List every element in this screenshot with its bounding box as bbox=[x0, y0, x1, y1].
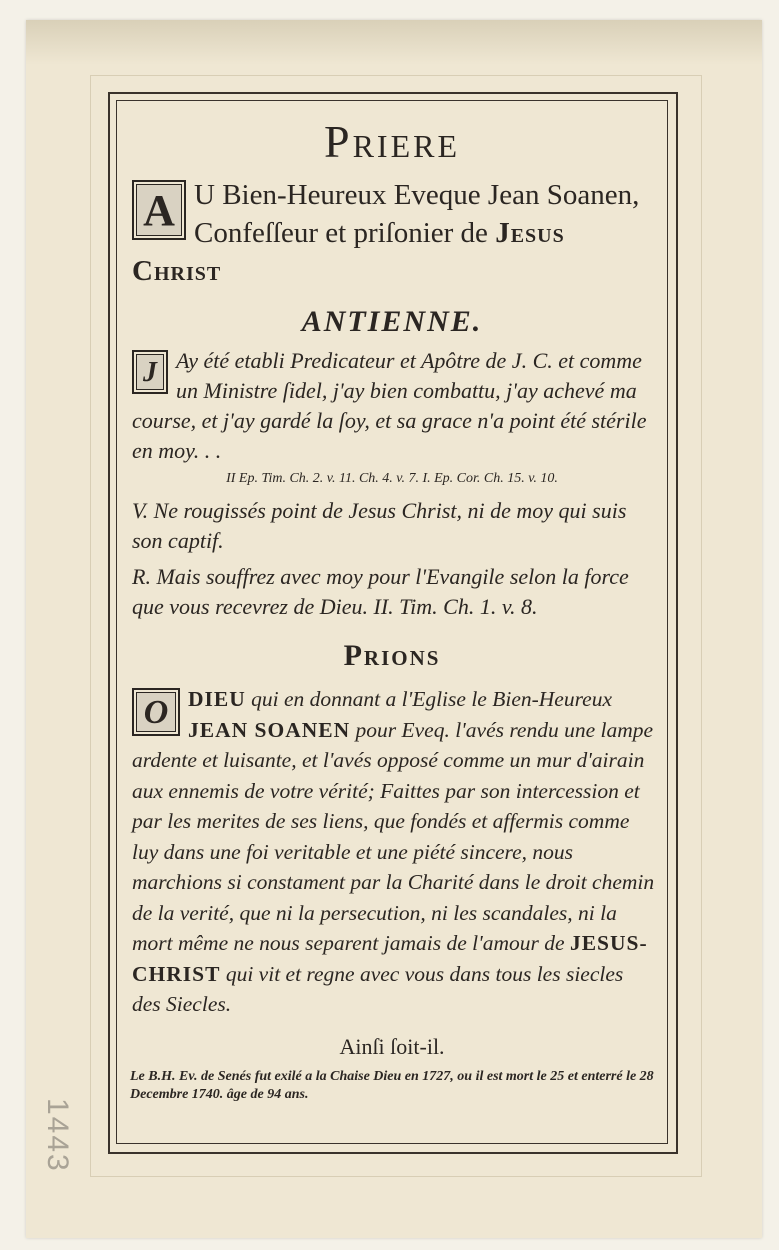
antienne-text: Ay été etabli Predicateur et Apôtre de J. C. et comme un Ministre ſidel, j'ay bien combattu, j'ay achevé ma course, et j'ay gardé la ſoy, et sa grace n'a point été stérile en moy. . . bbox=[132, 348, 647, 463]
paper-stain bbox=[26, 20, 762, 65]
prayer-dieu: DIEU bbox=[188, 687, 246, 711]
prayer-name-jesus: JESUS-CHRIST bbox=[132, 931, 648, 986]
versicle: V. Ne rougissés point de Jesus Christ, ni de moy qui suis son captif. bbox=[132, 498, 627, 553]
amen: Ainſi ſoit-il. bbox=[339, 1033, 445, 1059]
dropcap-a bbox=[132, 180, 186, 240]
prayer-card bbox=[128, 108, 656, 1138]
prayer-name-soanen: JEAN SOANEN bbox=[188, 717, 351, 742]
prayer-text-3: qui vit et regne avec vous dans tous les siecles des Siecles. bbox=[132, 961, 624, 1016]
page-title: Priere bbox=[323, 116, 461, 167]
antienne-text-block bbox=[128, 346, 656, 466]
pencil-inventory-number: 1443 bbox=[41, 1098, 74, 1173]
dropcap-o bbox=[132, 688, 180, 736]
response: R. Mais souffrez avec moy pour l'Evangile selon la force que vous recevrez de Dieu. II. Tim. Ch. 1. v. 8. bbox=[132, 564, 629, 619]
prayer-text-2: pour Eveq. l'avés rendu une lampe ardente et luisante, et l'avés opposé comme un mur d'airain aux ennemis de votre vérité; Faittes par son intercession et par les merites de ses liens, que fondés et affermis comme luy dans une foi veritable et une piété sincere, nous marchions si constament par la Charité dans le droit chemin de la verité, que ni la persecution, ni les scandales, ni la mort même ne nous separent jamais de l'amour de bbox=[132, 717, 655, 955]
dedication-text: U Bien-Heureux Eveque Jean Soanen, Confeſſeur et priſonier de bbox=[194, 179, 640, 249]
dedication bbox=[128, 176, 656, 290]
dedication-name: Jesus Christ bbox=[132, 217, 565, 287]
dropcap-letter: A bbox=[136, 184, 182, 236]
prions-heading: Prions bbox=[343, 639, 441, 672]
dropcap-j bbox=[132, 350, 168, 394]
prayer-text-1: qui en donnant a l'Eglise le Bien-Heureux bbox=[245, 687, 612, 711]
antienne-heading: ANTIENNE. bbox=[301, 305, 483, 338]
prayer-text-block bbox=[128, 684, 656, 1020]
scripture-reference: II Ep. Tim. Ch. 2. v. 11. Ch. 4. v. 7. I. Ep. Cor. Ch. 15. v. 10. bbox=[226, 471, 558, 486]
dropcap-letter: J bbox=[136, 354, 164, 390]
dropcap-letter: O bbox=[136, 692, 176, 732]
footnote: Le B.H. Ev. de Senés fut exilé a la Chaise Dieu en 1727, ou il est mort le 25 et enterré le 28 Decembre 1740. âge de 94 ans. bbox=[130, 1068, 654, 1102]
